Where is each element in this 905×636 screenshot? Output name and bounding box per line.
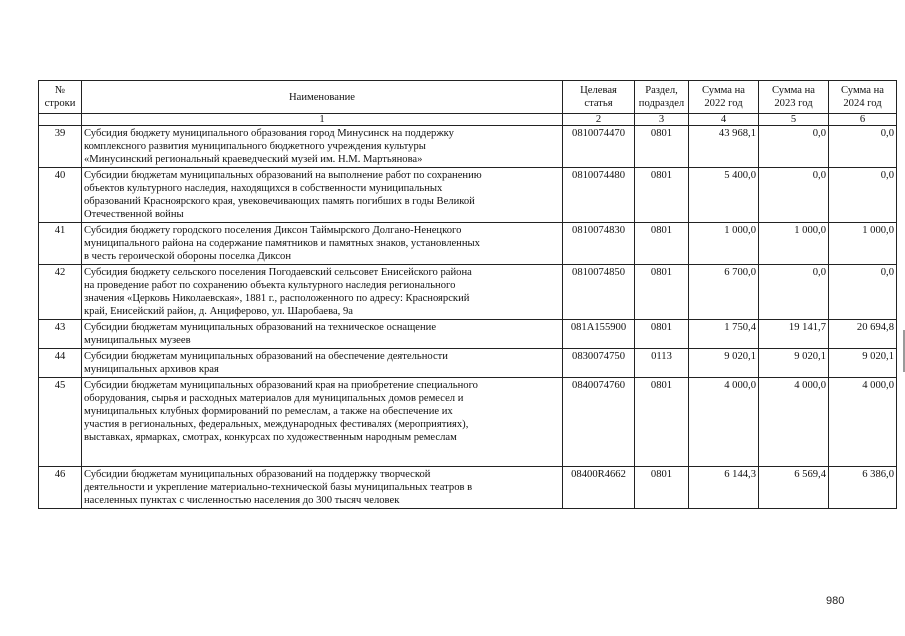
row-number: 43 xyxy=(39,320,82,349)
row-target-article: 0840074760 xyxy=(563,378,635,467)
row-sum-2023: 19 141,7 xyxy=(759,320,829,349)
row-target-article: 081A155900 xyxy=(563,320,635,349)
column-index-row xyxy=(39,114,897,126)
column-index: 5 xyxy=(759,114,829,126)
header-target-article: Целевая статья xyxy=(563,81,635,114)
column-index: 3 xyxy=(635,114,689,126)
row-sum-2024: 0,0 xyxy=(829,265,897,320)
table-row xyxy=(39,467,897,509)
header-row-number: № строки xyxy=(39,81,82,114)
row-name: Субсидия бюджету городского поселения Диксон Таймырского Долгано-Ненецкого муниципального района на содержание памятников и памятных знаков, установленных в честь героической обороны поселка Диксон xyxy=(82,223,563,265)
row-sum-2022: 9 020,1 xyxy=(689,349,759,378)
row-sum-2023: 1 000,0 xyxy=(759,223,829,265)
row-name: Субсидии бюджетам муниципальных образований на поддержку творческой деятельности и укрепление материально-технической базы муниципальных театров в населенных пунктах с численностью населения до 300 тысяч человек xyxy=(82,467,563,509)
row-number: 42 xyxy=(39,265,82,320)
row-section: 0801 xyxy=(635,378,689,467)
row-number: 40 xyxy=(39,168,82,223)
budget-table xyxy=(38,80,897,509)
header-section: Раздел, подраздел xyxy=(635,81,689,114)
row-section: 0801 xyxy=(635,168,689,223)
row-section: 0801 xyxy=(635,320,689,349)
row-name: Субсидия бюджету сельского поселения Погодаевский сельсовет Енисейского района на проведение работ по сохранению объекта культурного наследия регионального значения «Церковь Николаевская», 1881 г., расположенного по адресу: Красноярский край, Енисейский район, д. Анциферово, ул. Шаробаева, 9а xyxy=(82,265,563,320)
column-index: 1 xyxy=(82,114,563,126)
table-row xyxy=(39,168,897,223)
row-sum-2023: 4 000,0 xyxy=(759,378,829,467)
row-sum-2024: 0,0 xyxy=(829,168,897,223)
row-sum-2024: 0,0 xyxy=(829,126,897,168)
row-target-article: 0810074470 xyxy=(563,126,635,168)
row-sum-2023: 9 020,1 xyxy=(759,349,829,378)
row-sum-2023: 0,0 xyxy=(759,126,829,168)
row-sum-2024: 9 020,1 xyxy=(829,349,897,378)
row-number: 45 xyxy=(39,378,82,467)
row-target-article: 0810074830 xyxy=(563,223,635,265)
row-name: Субсидии бюджетам муниципальных образований на техническое оснащение муниципальных музеев xyxy=(82,320,563,349)
header-sum-2024: Сумма на 2024 год xyxy=(829,81,897,114)
page-number: 980 xyxy=(826,595,845,607)
header-name: Наименование xyxy=(82,81,563,114)
row-sum-2024: 4 000,0 xyxy=(829,378,897,467)
row-name: Субсидии бюджетам муниципальных образований на выполнение работ по сохранению объектов культурного наследия, находящихся в собственности муниципальных образований Красноярского края, увековечивающих память погибших в годы Великой Отечественной войны xyxy=(82,168,563,223)
row-number: 39 xyxy=(39,126,82,168)
row-sum-2024: 6 386,0 xyxy=(829,467,897,509)
table-row xyxy=(39,126,897,168)
row-target-article: 0810074850 xyxy=(563,265,635,320)
table-row xyxy=(39,265,897,320)
row-number: 41 xyxy=(39,223,82,265)
column-index xyxy=(39,114,82,126)
row-sum-2022: 5 400,0 xyxy=(689,168,759,223)
table-row xyxy=(39,378,897,467)
row-sum-2022: 6 700,0 xyxy=(689,265,759,320)
row-sum-2023: 0,0 xyxy=(759,168,829,223)
header-sum-2022: Сумма на 2022 год xyxy=(689,81,759,114)
table-row xyxy=(39,349,897,378)
column-index: 2 xyxy=(563,114,635,126)
row-name: Субсидия бюджету муниципального образования город Минусинск на поддержку комплексного развития муниципального бюджетного учреждения культуры «Минусинский региональный краеведческий музей им. Н.М. Мартьянова» xyxy=(82,126,563,168)
row-target-article: 0810074480 xyxy=(563,168,635,223)
row-number: 46 xyxy=(39,467,82,509)
row-sum-2022: 6 144,3 xyxy=(689,467,759,509)
row-sum-2023: 6 569,4 xyxy=(759,467,829,509)
row-name: Субсидии бюджетам муниципальных образований края на приобретение специального оборудования, сырья и расходных материалов для муниципальных домов ремесел и муниципальных клубных формирований по ремеслам, а также на обеспечение их участия в региональных, федеральных, международных фестивалях (мероприятиях), выставках, ярмарках, смотрах, конкурсах по художественным народным ремеслам xyxy=(82,378,563,467)
row-section: 0801 xyxy=(635,223,689,265)
row-sum-2022: 43 968,1 xyxy=(689,126,759,168)
row-section: 0113 xyxy=(635,349,689,378)
row-sum-2024: 1 000,0 xyxy=(829,223,897,265)
row-number: 44 xyxy=(39,349,82,378)
table-row xyxy=(39,223,897,265)
row-name: Субсидии бюджетам муниципальных образований на обеспечение деятельности муниципальных архивов края xyxy=(82,349,563,378)
row-section: 0801 xyxy=(635,467,689,509)
row-sum-2022: 4 000,0 xyxy=(689,378,759,467)
row-sum-2024: 20 694,8 xyxy=(829,320,897,349)
column-index: 6 xyxy=(829,114,897,126)
row-target-article: 0830074750 xyxy=(563,349,635,378)
row-sum-2022: 1 750,4 xyxy=(689,320,759,349)
row-target-article: 08400R4662 xyxy=(563,467,635,509)
column-index: 4 xyxy=(689,114,759,126)
row-sum-2022: 1 000,0 xyxy=(689,223,759,265)
header-sum-2023: Сумма на 2023 год xyxy=(759,81,829,114)
row-section: 0801 xyxy=(635,265,689,320)
row-sum-2023: 0,0 xyxy=(759,265,829,320)
table-row xyxy=(39,320,897,349)
row-section: 0801 xyxy=(635,126,689,168)
